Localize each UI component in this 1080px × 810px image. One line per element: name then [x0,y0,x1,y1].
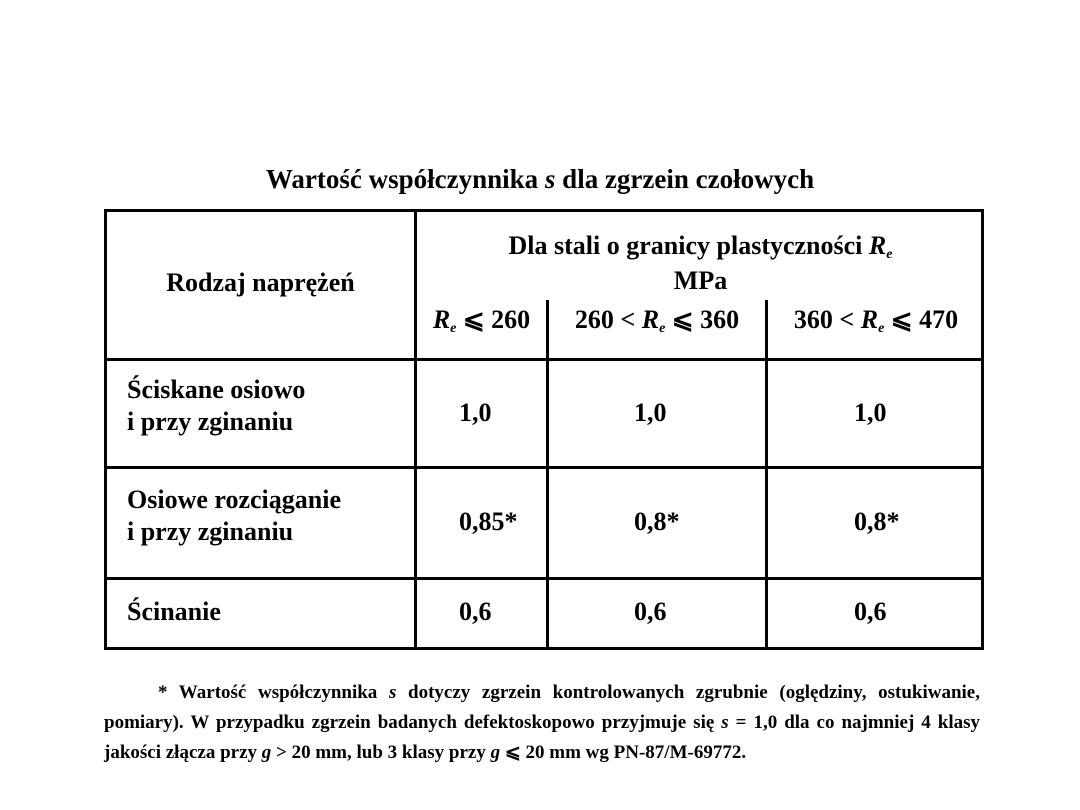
footnote: * Wartość współczynnika s dotyczy zgrzein kontrolowanych zgrubnie (oględziny, ostukiwanie, pomiary). W przypadku zgrzein badanych defektoskopowo przyjmuje się s = 1,0 dla co najmniej 4 klasy jakości złącza przy g > 20 mm, lub 3 klasy przy g ⩽ 20 mm wg PN-87/M-69772. [104,682,980,763]
row-label-tension [127,484,341,548]
table-cell: 0,6 [854,597,887,626]
header-yield-text: Dla stali o granicy plastyczności [508,231,869,260]
table-cell: 0,8* [634,507,680,536]
subheader-range-1: $R_e$ ⩽ 260 [432,305,531,336]
title-text: Wartość współczynnika [265,164,545,194]
row-label-line: i przy zginaniu [127,407,294,436]
table-cell: 0,85* [459,507,518,536]
row-label-compression [127,374,305,438]
header-yield-symbol: $R_e$ [868,231,893,262]
header-divider [107,358,981,361]
table-cell: 1,0 [854,398,887,427]
coefficient-table [104,209,984,650]
subheader-range-2: $260 < R_e$ ⩽ 360 [574,305,740,336]
title-text-suffix: dla zgrzein czołowych [555,164,815,194]
col-divider-2 [765,300,768,647]
row-divider-2 [107,577,981,580]
header-unit: MPa [673,266,728,295]
table-cell: 0,6 [459,597,492,626]
title-symbol: s [544,164,556,194]
row-divider-1 [107,466,981,469]
table-cell: 1,0 [634,398,667,427]
row-label-line: i przy zginaniu [127,517,294,546]
table-cell: 0,6 [634,597,667,626]
subheader-range-3: $360 < R_e$ ⩽ 470 [793,305,959,336]
row-label-line: Ścinanie [127,597,221,626]
table-title [0,164,1080,195]
row-label-shear [127,596,221,628]
header-stress-type: Rodzaj naprężeń [166,268,355,297]
table-cell: 0,8* [854,507,900,536]
row-label-line: Osiowe rozciąganie [127,485,341,514]
table-cell: 1,0 [459,398,492,427]
row-label-line: Ściskane osiowo [127,375,306,404]
col-divider-1 [546,300,549,647]
